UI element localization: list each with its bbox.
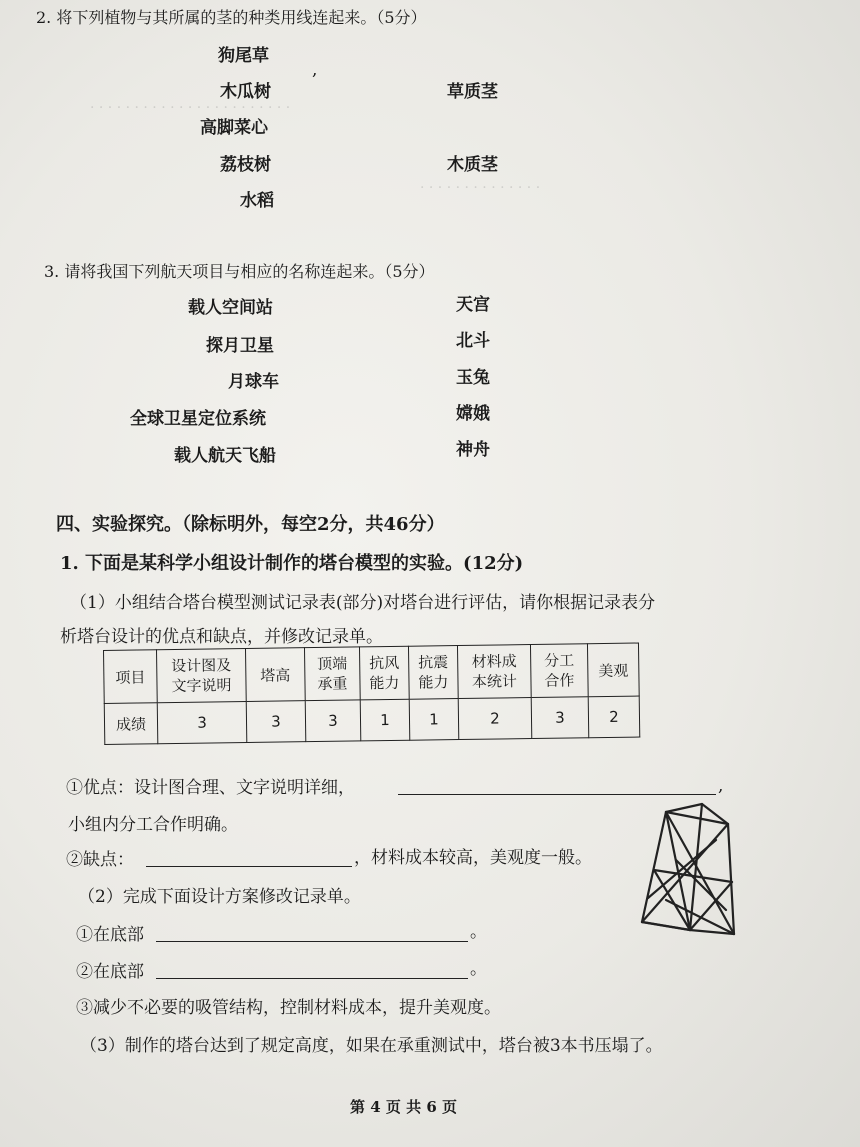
disadvantage-answer-blank[interactable] [146,866,352,867]
table-header-cell: 设计图及 文字说明 [157,649,247,703]
table-score-cell: 2 [458,698,532,740]
plant-item: 水稻 [240,191,274,211]
fix2-suffix: 。 [470,959,487,979]
advantage-answer-blank[interactable] [398,794,716,795]
fix3-text: ③减少不必要的吸管结构，控制材料成本，提升美观度。 [76,998,501,1018]
space-project: 探月卫星 [206,336,274,356]
q3-title: 3. 请将我国下列航天项目与相应的名称连起来。（5分） [44,262,435,281]
table-header-cell: 项目 [104,650,158,704]
fix1-suffix: 。 [470,922,487,942]
fix1-answer-blank[interactable] [156,941,468,942]
test-record-table [103,643,640,745]
plant-item: 狗尾草 [218,46,269,66]
project-name: 北斗 [456,331,490,351]
table-score-cell: 3 [305,700,361,742]
table-header-cell: 抗风 能力 [359,646,409,700]
table-score-cell: 1 [409,699,459,741]
advantage-label: ①优点：设计图合理、文字说明详细， [66,778,355,798]
table-header-cell: 塔高 [245,648,305,702]
part3-text: （3）制作的塔台达到了规定高度，如果在承重测试中，塔台被3本书压塌了。 [80,1036,663,1056]
table-row-label: 成绩 [104,703,158,745]
table-header-cell: 材料成 本统计 [457,645,531,699]
disadvantage-suffix: ，材料成本较高，美观度一般。 [354,848,592,868]
space-project: 载人航天飞船 [174,446,276,466]
space-project: 全球卫星定位系统 [130,409,266,429]
stray-mark: , [312,60,318,80]
table-header-cell: 分工 合作 [530,644,588,698]
table-header-cell: 美观 [587,643,639,697]
table-score-cell: 3 [157,702,247,744]
stem-type: 草质茎 [447,82,498,102]
stem-type: 木质茎 [447,155,498,175]
q2-title: 2. 将下列植物与其所属的茎的种类用线连起来。（5分） [36,8,427,27]
fix1-label: ①在底部 [76,925,144,945]
question-title: 1. 下面是某科学小组设计制作的塔台模型的实验。(12分) [60,553,524,574]
plant-item: 荔枝树 [220,155,271,175]
table-score-cell: 3 [531,697,589,739]
bleed-through-text: · · · · · · · · · · · · · · [420,180,541,196]
fix2-label: ②在底部 [76,962,144,982]
paragraph: 析塔台设计的优点和缺点，并修改记录单。 [60,627,383,647]
plant-item: 高脚菜心 [200,118,268,138]
disadvantage-label: ②缺点： [66,850,134,870]
advantage-line2: 小组内分工合作明确。 [68,815,238,835]
table-header-cell: 顶端 承重 [304,647,360,701]
plant-item: 木瓜树 [220,82,271,102]
fix2-answer-blank[interactable] [156,978,468,979]
project-name: 嫦娥 [456,404,490,424]
table-score-cell: 3 [246,701,306,743]
tower-model-drawing [636,800,748,940]
advantage-suffix: , [718,776,724,796]
project-name: 天宫 [456,295,490,315]
bleed-through-text: · · · · · · · · · · · · · · · · · · · · · · · [90,100,291,116]
paragraph: （1）小组结合塔台模型测试记录表(部分)对塔台进行评估，请你根据记录表分 [70,593,656,613]
project-name: 玉兔 [456,368,490,388]
table-score-cell: 1 [360,699,410,741]
part2-title: （2）完成下面设计方案修改记录单。 [78,887,361,907]
project-name: 神舟 [456,440,490,460]
page-number: 第 4 页 共 6 页 [350,1098,457,1116]
space-project: 载人空间站 [188,298,273,318]
space-project: 月球车 [228,372,279,392]
table-header-cell: 抗震 能力 [408,646,458,700]
section-heading: 四、实验探究。（除标明外，每空2分，共46分） [56,514,445,535]
table-score-cell: 2 [588,696,640,738]
